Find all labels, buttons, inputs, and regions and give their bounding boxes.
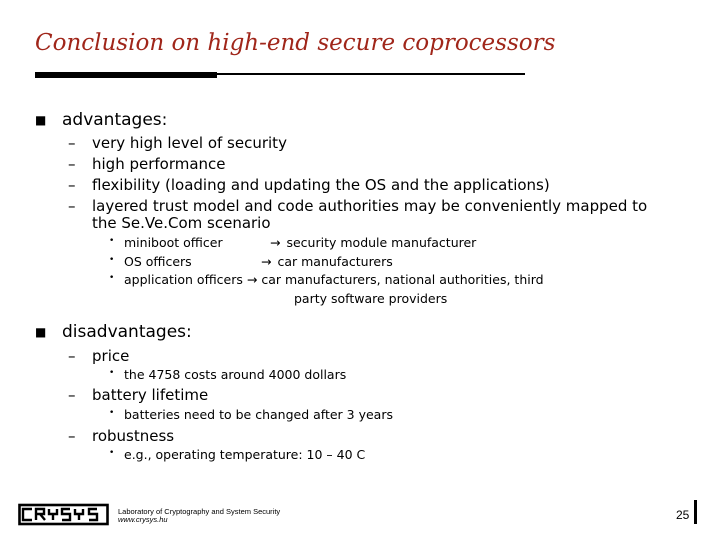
disadvantage-price: price (92, 347, 130, 365)
disadvantage-detail (109, 447, 366, 462)
battery-detail: batteries need to be changed after 3 years (124, 407, 393, 422)
title-rule-thin (217, 73, 525, 75)
advantage-text-continuation: the Se.Ve.Com scenario (92, 214, 271, 232)
advantages-heading (35, 110, 168, 130)
disadvantage-item (68, 427, 175, 445)
dash-bullet-icon: – (68, 386, 76, 404)
dot-bullet-icon: • (109, 273, 115, 283)
dash-bullet-icon: – (68, 427, 76, 445)
price-detail: the 4758 costs around 4000 dollars (124, 367, 347, 382)
slide-title: Conclusion on high-end secure coprocessors (35, 30, 556, 56)
mapping-role: miniboot officer (124, 235, 223, 250)
mapping-continuation: party software providers (294, 291, 448, 306)
mapping-target: car manufacturers, national authorities, third (261, 272, 544, 287)
mapping-item (109, 272, 544, 287)
footer-url[interactable]: www.crysys.hu (118, 515, 168, 524)
footer-lab-info (118, 508, 280, 524)
dot-bullet-icon: • (109, 448, 115, 458)
mapping-role: application officers (124, 272, 243, 287)
footer-lab-name: Laboratory of Cryptography and System Security (118, 507, 281, 516)
advantage-text: layered trust model and code authorities may be conveniently mapped to (92, 197, 648, 215)
advantage-item (68, 134, 287, 152)
square-bullet-icon: ■ (35, 113, 47, 127)
dot-bullet-icon: • (109, 408, 115, 418)
dot-bullet-icon: • (109, 236, 115, 246)
mapping-target: car manufacturers (277, 254, 393, 269)
dash-bullet-icon: – (68, 197, 76, 215)
page-number-bar (694, 500, 697, 524)
disadvantage-detail (109, 367, 347, 382)
disadvantage-item (68, 386, 209, 404)
mapping-item (109, 235, 477, 250)
crysys-logo-icon (18, 502, 110, 526)
advantage-item (68, 197, 648, 215)
title-rule-thick (35, 72, 217, 78)
disadvantage-robustness: robustness (92, 427, 175, 445)
advantage-item (68, 176, 550, 194)
arrow-right-icon: → (246, 272, 258, 287)
mapping-target: security module manufacturer (286, 235, 477, 250)
disadvantage-item (68, 347, 130, 365)
page-number: 25 (676, 508, 690, 522)
disadvantage-detail (109, 407, 393, 422)
square-bullet-icon: ■ (35, 325, 47, 339)
advantage-text: flexibility (loading and updating the OS and the applications) (92, 176, 550, 194)
advantage-text: very high level of security (92, 134, 287, 152)
dash-bullet-icon: – (68, 176, 76, 194)
disadvantages-label: disadvantages: (62, 322, 192, 342)
arrow-right-icon: → (270, 235, 281, 250)
robustness-detail: e.g., operating temperature: 10 – 40 C (124, 447, 366, 462)
dot-bullet-icon: • (109, 368, 115, 378)
disadvantages-heading (35, 322, 192, 342)
advantages-label: advantages: (62, 110, 168, 130)
disadvantage-battery: battery lifetime (92, 386, 209, 404)
dash-bullet-icon: – (68, 134, 76, 152)
mapping-item (109, 254, 393, 269)
mapping-role: OS officers (124, 254, 192, 269)
advantage-text: high performance (92, 155, 226, 173)
dash-bullet-icon: – (68, 155, 76, 173)
arrow-right-icon: → (261, 254, 272, 269)
advantage-item (68, 155, 226, 173)
dot-bullet-icon: • (109, 255, 115, 265)
dash-bullet-icon: – (68, 347, 76, 365)
